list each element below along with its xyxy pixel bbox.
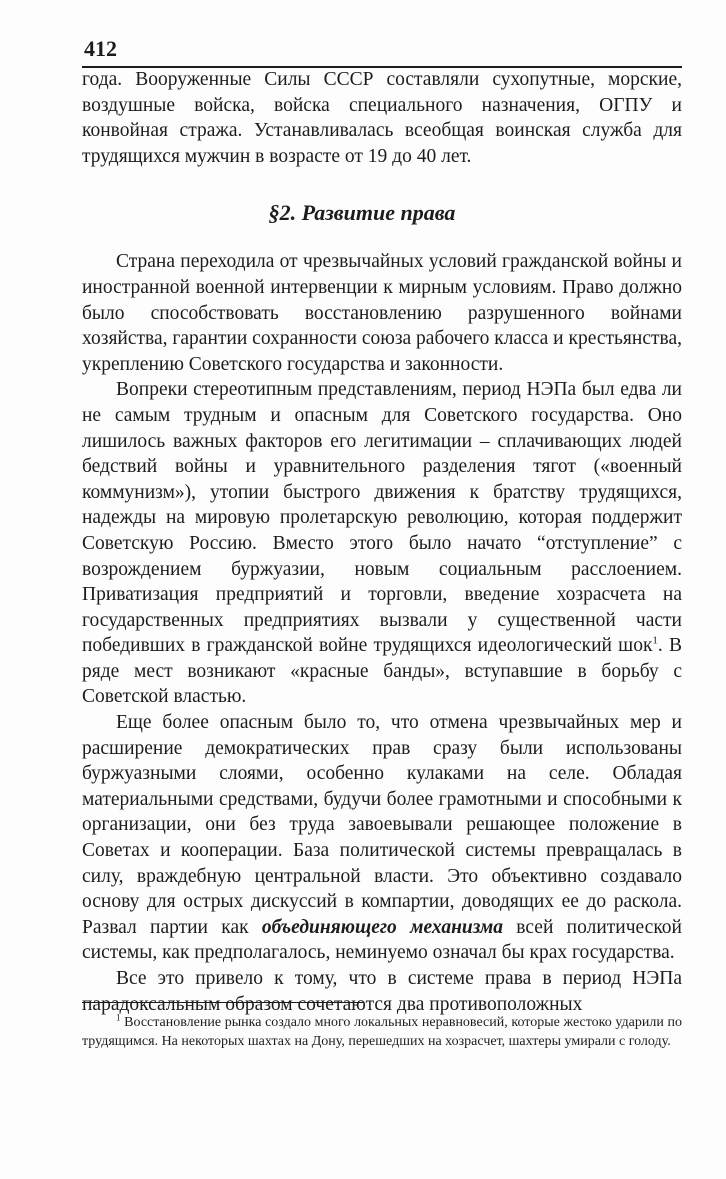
footnote-text: Восстановление рынка создало много локальных неравновесий, которые жестоко ударили по трудящимся. На некоторых шахтах на Дону, перешедших на хозрасчет, шахтеры умирали с голоду. (82, 1015, 682, 1049)
footnote-divider (82, 1002, 364, 1003)
paragraph-1: Страна переходила от чрезвычайных условий гражданской войны и иностранной военной интервенции к мирным условиям. Право должно было способствовать восстановлению разрушенного войнами хозяйства, гарантии сохранности союза рабочего класса и крестьянства, укреплению Советского государства и законности. (82, 251, 682, 375)
footnote-reference[interactable]: 1 (652, 634, 658, 647)
emphasized-term: объединяющего механизма (261, 916, 503, 938)
paragraph-3-text-b: всей политической системы, как предполагалось, неминуемо означал бы крах государства. (82, 916, 682, 964)
footnote-mark: 1 (116, 1012, 121, 1023)
paragraph-3 (82, 710, 682, 966)
page-number: 412 (84, 36, 117, 61)
paragraph-2 (82, 377, 682, 710)
paragraph-4: Все это привело к тому, что в системе права в период НЭПа парадоксальным образом сочетаются два противоположных (82, 968, 682, 1015)
paragraph-2-text-b: . В ряде мест возникают «красные банды», вступавшие в борьбу с Советской властью. (82, 635, 682, 708)
paragraph-2-text-a: Вопреки стереотипным представлениям, период НЭПа был едва ли не самым трудным и опасным для Советского государства. Оно лишилось важных факторов его легитимации – сплачивающих людей бедствий войны и уравнительного разделения тягот («военный коммунизм»), утопии быстрого движения к братству трудящихся, надежды на мировую пролетарскую революцию, которая поддержит Советскую Россию. Вместо этого было начато “отступление” с возрождением буржуазии, новым социальным расслоением. Приватизация предприятий и торговли, введение хозрасчета на государственных предприятиях вызвали у существенной части победивших в гражданской войне трудящихся идеологический шок (82, 379, 682, 657)
page-body (82, 67, 682, 1017)
section-heading: §2. Развитие права (268, 200, 456, 226)
paragraph-continuation: года. Вооруженные Силы СССР составляли сухопутные, морские, воздушные войска, войска специального назначения, ОГПУ и конвойная стража. Устанавливалась всеобщая воинская служба для трудящихся мужчин в возрасте от 19 до 40 лет. (82, 69, 682, 167)
footnote (82, 1014, 682, 1051)
paragraph-3-text-a: Еще более опасным было то, что отмена чрезвычайных мер и расширение демократических прав сразу были использованы буржуазными слоями, особенно кулаками на селе. Обладая материальными средствами, будучи более грамотными и способными к организации, они без труда завоевывали решающее положение в Советах и кооперации. База политической системы превращалась в силу, враждебную центральной власти. Это объективно создавало основу для острых дискуссий в компартии, доводящих ее до раскола. Развал партии как (82, 712, 682, 938)
